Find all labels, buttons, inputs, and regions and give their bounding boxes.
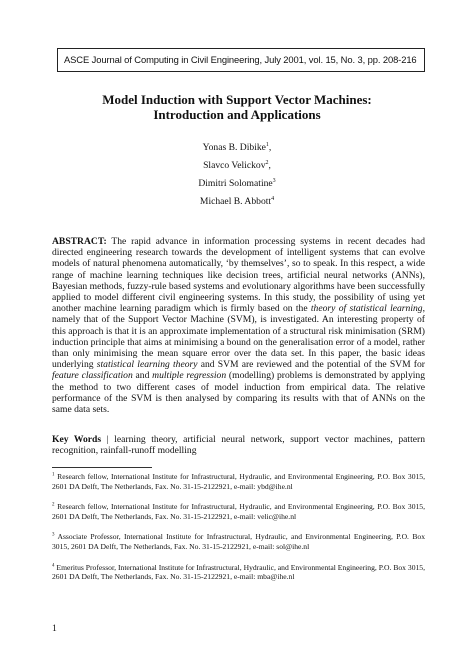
abstract-label: ABSTRACT: [52, 236, 107, 247]
footnote-mark: 3 [52, 532, 55, 538]
author: Michael B. Abbott$^4$ [199, 195, 275, 207]
footnote-divider [52, 467, 152, 468]
paper-title [0, 92, 474, 122]
keywords-separator: | [101, 434, 115, 445]
emphasis: theory of statistical learning [310, 303, 423, 315]
footnotes [52, 472, 425, 593]
author: Dimitri Solomatine$^3$ [198, 177, 276, 189]
author: Slavco Velickov$^2$, [203, 159, 271, 171]
emphasis: multiple regression [152, 370, 227, 382]
footnote-mark: 4 [271, 195, 275, 202]
footnote: $^1$ Research fellow, International Institute for Infrastructural, Hydraulic, and Environmental Engineering, P.O. Box 3015, 2601 DA Delft, The Netherlands, Fax. No. 31-15-2122921, e-mail: ybd@ihe.nl [52, 472, 425, 491]
footnote-mark: 4 [52, 563, 55, 569]
emphasis: feature classification [52, 370, 133, 382]
author: Yonas B. Dibike$^1$, [202, 141, 272, 153]
keywords [52, 434, 425, 456]
emphasis: statistical learning theory [96, 359, 198, 371]
keywords-text: learning theory, artificial neural network, support vector machines, pattern recognition, rainfall-runoff modelling [52, 434, 425, 457]
footnote: $^4$ Emeritus Professor, International Institute for Infrastructural, Hydraulic, and Environmental Engineering, P.O. Box 3015, 2601 DA Delft, The Netherlands, Fax. No. 31-15-2122921, e-mail: mba@ihe.nl [52, 562, 425, 582]
footnote: $^2$ Research fellow, International Institute for Infrastructural, Hydraulic, and Environmental Engineering, P.O. Box 3015, 2601 DA Delft, The Netherlands, Fax. No. 31-15-2122921, e-mail: velic@ihe.nl [52, 502, 425, 521]
footnote-mark: 2 [265, 159, 269, 166]
title-line-1: Model Induction with Support Vector Machines: [102, 92, 372, 107]
footnote-mark: 3 [272, 177, 276, 184]
title-line-2: Introduction and Applications [153, 107, 321, 122]
journal-citation: ASCE Journal of Computing in Civil Engineering, July 2001, vol. 15, No. 3, pp. 208-216 [64, 54, 417, 65]
abstract: ABSTRACT: The rapid advance in information processing systems in recent decades had directed engineering research towards the development of intelligent systems that can evolve models of natural phenomena automatically, ‘by themselves’, so to speak. In this respect, a wide range of machine learning techniques like decision trees, artificial neural networks (ANNs), Bayesian methods, fuzzy-rule based systems and evolutionary algorithms have been successfully applied to model different civil engineering systems. In this study, the possibility of using yet another machine learning paradigm which is firmly based on the theory of statistical learning, namely that of the Support Vector Machine (SVM), is investigated. An interesting property of this approach is that it is an approximate implementation of a structural risk minimisation (SRM) induction principle that aims at minimising a bound on the generalisation error of a model, rather than only minimising the mean square error over the data set. In this paper, the basic ideas underlying statistical learning theory and SVM are reviewed and the potential of the SVM for feature classification and multiple regression (modelling) problems is demonstrated by applying the method to two different cases of model induction from empirical data. The relative performance of the SVM is then analysed by comparing its results with that of ANNs on the same data sets. [52, 236, 425, 416]
footnote-mark: 1 [265, 141, 269, 148]
page-number: 1 [52, 623, 57, 634]
keywords-label: Key Words [52, 434, 102, 445]
author-list [0, 139, 474, 211]
footnote: $^3$ Associate Professor, International Institute for Infrastructural, Hydraulic, and Environmental Engineering, P.O. Box 3015, 2601 DA Delft, The Netherlands, Fax. No. 31-15-2122921, e-mail: sol@ihe.nl [52, 532, 425, 551]
footnote-mark: 1 [52, 472, 55, 478]
journal-citation-box [57, 48, 425, 72]
footnote-mark: 2 [52, 502, 55, 508]
